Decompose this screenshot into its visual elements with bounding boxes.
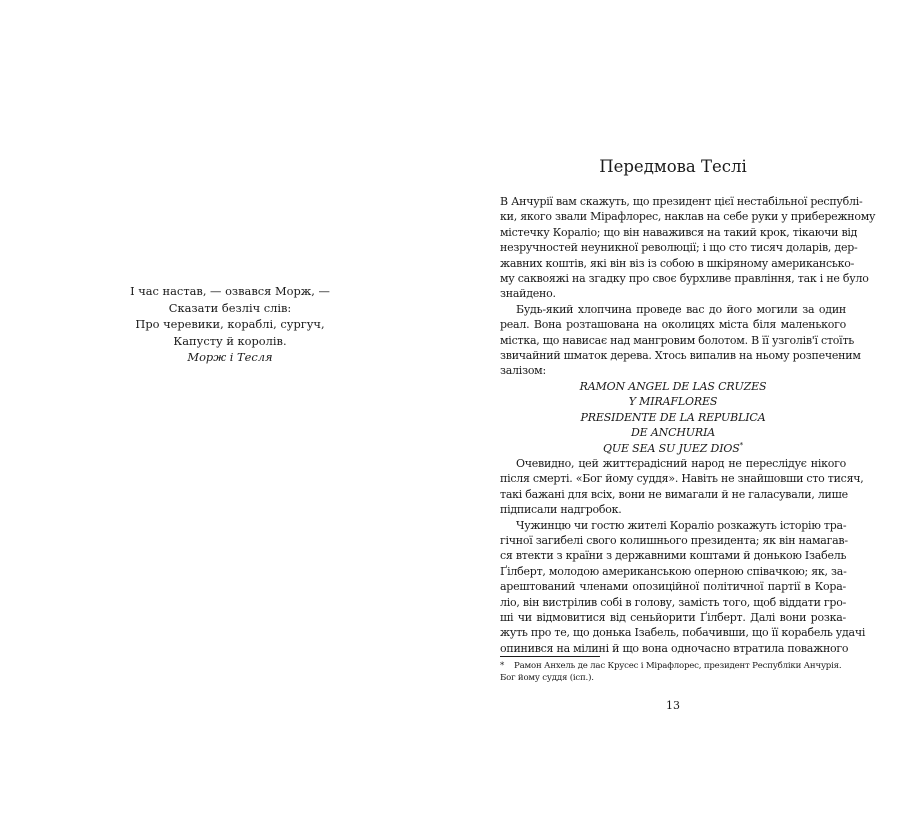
text-line: незручностей неуникної революції; і що сто тисяч доларів, дер-	[500, 241, 858, 255]
grave-inscription	[500, 379, 846, 456]
text-line: звичайний шматок дерева. Хтось випалив на ньому розпеченим	[500, 349, 861, 363]
text-line: після смерті. «Бог йому суддя». Навіть не знайшовши сто тисяч,	[500, 472, 864, 486]
text-line: містечку Кораліо; що він наважився на такий крок, тікаючи від	[500, 225, 858, 239]
text-line: залізом:	[500, 364, 546, 378]
footnote-line: Бог йому суддя (ісп.).	[500, 673, 594, 684]
text-line: містка, що нависає над мангровим болотом. В її узголів'ї стоїть	[500, 333, 855, 347]
text-line: жуть про те, що донька Ізабель, побачивши, що її корабель удачі	[500, 626, 866, 640]
epigraph-line: Сказати безліч слів:	[168, 300, 292, 315]
paragraph	[500, 194, 876, 302]
epigraph-line: Капусту й королів.	[173, 333, 287, 348]
chapter-title: Передмова Теслі	[599, 157, 747, 176]
footnote-text: Рамон Анхель де лас Крусес і Мірафлорес, президент Республіки Анчурія.	[514, 661, 842, 671]
inscription-line: PRESIDENTE DE LA REPUBLICA	[580, 410, 766, 424]
epigraph-line: І час настав, — озвався Морж, —	[130, 284, 330, 298]
text-line: підписали надгробок.	[500, 503, 622, 517]
text-line: такі бажані для всіх, вони не вимагали й не галасували, лише	[500, 487, 848, 501]
inscription-line: Y MIRAFLORES	[628, 395, 718, 409]
text-line: арештований членами опозиційної політичної партії в Кора-	[500, 580, 846, 594]
footnote	[500, 660, 846, 685]
inscription-text: QUE SEA SU JUEZ DIOS	[602, 441, 740, 455]
epigraph	[130, 283, 330, 366]
text-line: Ґілберт, молодою американською оперною співачкою; як, за-	[500, 564, 847, 578]
text-line: ліо, він вистрілив собі в голову, замість того, щоб віддати гро-	[500, 595, 847, 609]
text-line: му саквояжі на згадку про своє бурхливе правління, так і не було	[500, 272, 869, 286]
epigraph-source: Морж і Тесля	[187, 350, 273, 365]
paragraph	[500, 302, 861, 379]
footnote-divider	[500, 656, 600, 657]
text-line: ші чи відмовитися від сеньйорити Ґілберт. Далі вони розка-	[500, 610, 846, 624]
paragraph	[500, 518, 866, 657]
text-line: Очевидно, цей життєрадісний народ не переслідує нікого	[516, 456, 846, 470]
footnote-mark[interactable]: *	[739, 440, 744, 449]
text-line: В Анчурії вам скажуть, що президент цієї нестабільної республі-	[500, 195, 863, 208]
text-line: знайдено.	[500, 287, 556, 301]
footnote-marker: *	[500, 661, 505, 671]
inscription-line: DE ANCHURIA	[630, 426, 716, 440]
inscription-line-last	[500, 441, 846, 456]
paragraph	[500, 456, 864, 518]
text-line: ся втекти з країни з державними коштами й донькою Ізабель	[500, 549, 847, 563]
body-text	[500, 194, 876, 656]
text-line: ки, якого звали Мірафлорес, наклав на себе руки у прибережному	[500, 210, 876, 224]
text-line: реал. Вона розташована на околицях міста біля маленького	[500, 318, 846, 332]
text-line: Будь-який хлопчина проведе вас до його могили за один	[516, 302, 846, 316]
inscription-line: RAMON ANGEL DE LAS CRUZES	[579, 379, 767, 393]
text-line: Чужинцю чи гостю жителі Кораліо розкажуть історію тра-	[516, 518, 847, 532]
text-line: жавних коштів, які він віз із собою в шкіряному американсько-	[500, 256, 855, 270]
text-line: опинився на мілині й що вона одночасно втратила поважного	[500, 641, 849, 655]
footnote-line	[500, 660, 846, 672]
epigraph-line: Про черевики, кораблі, сургуч,	[135, 317, 325, 332]
text-line: гічної загибелі свого колишнього президента; як він намагав-	[500, 533, 848, 547]
page-number: 13	[666, 699, 680, 712]
